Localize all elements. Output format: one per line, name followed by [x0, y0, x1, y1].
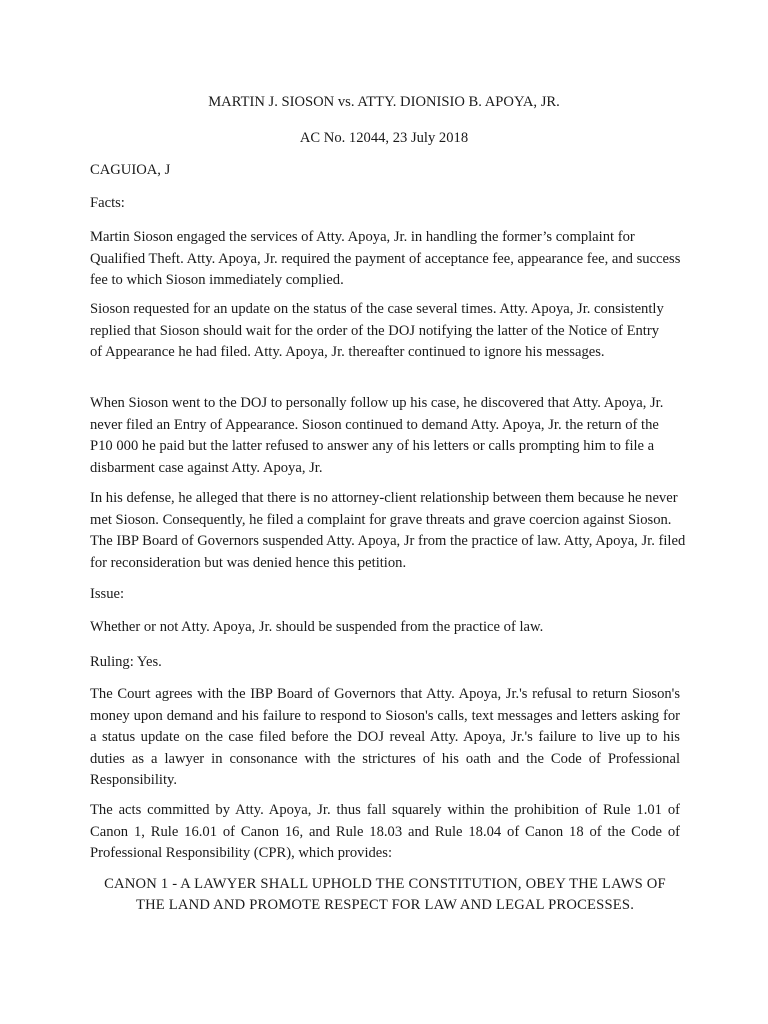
ruling-paragraph-1: The Court agrees with the IBP Board of Governors that Atty. Apoya, Jr.'s refusal to return Sioson's money upon demand and his failure to respond to Sioson's calls, text messages and letters asking for a status update on the case filed before the DOJ reveal Atty. Apoya, Jr.'s failure to live up to his duties as a lawyer in consonance with the strictures of his oath and the Code of Professional Responsibility. — [90, 686, 680, 788]
issue-text: Whether or not Atty. Apoya, Jr. should be suspended from the practice of law. — [90, 619, 544, 635]
ruling-paragraph-2: The acts committed by Atty. Apoya, Jr. thus fall squarely within the prohibition of Rule 1.01 of Canon 1, Rule 16.01 of Canon 16, and Rule 18.03 and Rule 18.04 of Canon 18 of the Code of Professional Responsibility (CPR), which provides: — [90, 802, 680, 861]
facts-paragraph-2: Sioson requested for an update on the status of the case several times. Atty. Apoya, Jr. consistently replied that Sioson should wait for the order of the DOJ notifying the latter of the Notice of Entry of Appearance he had filed. Atty. Apoya, Jr. thereafter continued to ignore his messages. — [90, 301, 664, 360]
issue-heading: Issue: — [90, 586, 125, 602]
facts-paragraph-1: Martin Sioson engaged the services of Atty. Apoya, Jr. in handling the former’s complaint for Qualified Theft. Atty. Apoya, Jr. required the payment of acceptance fee, appearance fee, and success fee to which Sioson immediately complied. — [90, 229, 681, 288]
ruling-heading: Ruling: Yes. — [90, 654, 162, 670]
ponente: CAGUIOA, J — [90, 162, 171, 178]
case-reference: AC No. 12044, 23 July 2018 — [299, 130, 469, 146]
case-title: MARTIN J. SIOSON vs. ATTY. DIONISIO B. APOYA, JR. — [208, 94, 560, 110]
canon-1-text: CANON 1 - A LAWYER SHALL UPHOLD THE CONSTITUTION, OBEY THE LAWS OF THE LAND AND PROMOTE RESPECT FOR LAW AND LEGAL PROCESSES. — [104, 876, 666, 913]
facts-paragraph-3: When Sioson went to the DOJ to personally follow up his case, he discovered that Atty. Apoya, Jr. never filed an Entry of Appearance. Sioson continued to demand Atty. Apoya, Jr. the return of the P10 000 he paid but the latter refused to answer any of his letters or calls prompting him to file a disbarment case against Atty. Apoya, Jr. — [90, 395, 664, 476]
facts-paragraph-4: In his defense, he alleged that there is no attorney-client relationship between them because he never met Sioson. Consequently, he filed a complaint for grave threats and grave coercion against Sioson. The IBP Board of Governors suspended Atty. Apoya, Jr from the practice of law. Atty, Apoya, Jr. filed for reconsideration but was denied hence this petition. — [90, 490, 686, 571]
facts-heading: Facts: — [90, 195, 125, 211]
